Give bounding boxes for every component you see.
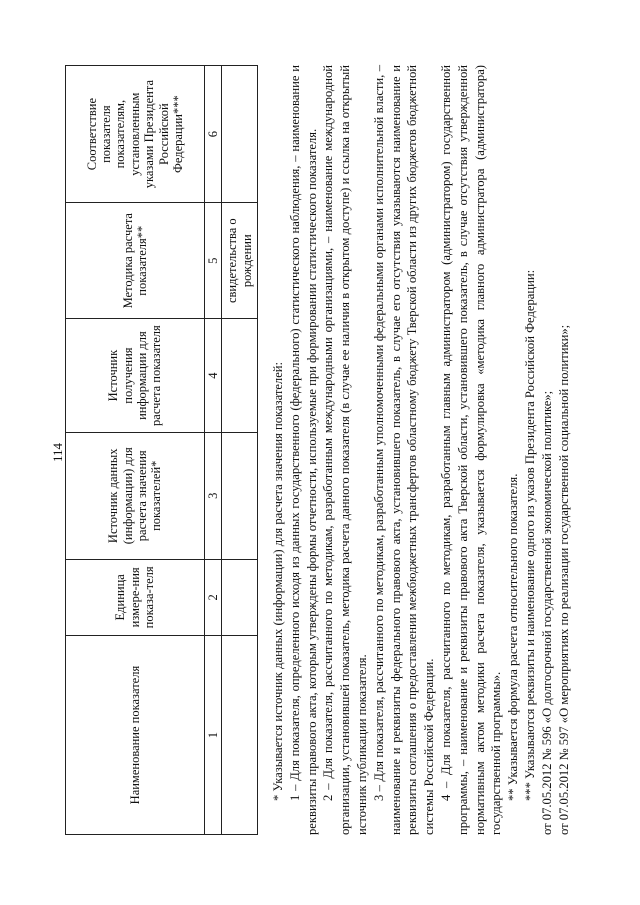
footnote-item-2: 2 – Для показателя, рассчитанного по методикам, разработанным международными организациями, – наименование международной организации, установившей показатель, методика расчета данного показателя (в случае ее наличия в открытом доступе) и ссылка на открытый источник публикации показателя. [321,65,369,835]
column-number-row [205,66,222,835]
table-cell: свидетельства о рождении [222,203,258,319]
column-number: 4 [205,319,222,433]
table-cell [222,559,258,636]
column-number: 5 [205,203,222,319]
header-decree-match: Соответствие показателя показателям, установленным указами Президента Российской Федерации*** [66,66,205,203]
footnote-decrees: *** Указываются реквизиты и наименование одного из указов Президента Российской Федерации: [522,269,537,801]
column-number: 3 [205,432,222,559]
column-number: 6 [205,66,222,203]
footnote-item-4: 4 – Для показателя, рассчитанного по методикам, разработанным главным администратором (администратором) государственной программы, – наименование и реквизиты правового акта Тверской области, установившего показатель, в случае отсутствия утвержденной нормативным актом методики расчета показателя, указывается формулировка «методика главного администратора (администратора) государственной программы». [438,65,504,835]
table-row [222,66,258,835]
footnote-decree-596: от 07.05.2012 № 596 «О долгосрочной государственной экономической политике»; [539,390,554,835]
footnote-item-3: 3 – Для показателя, рассчитанного по методикам, разработанным уполномоченными федеральными органами исполнительной власти, – наименование и реквизиты федерального правового акта, установившего показатель, в случае его отсутствия указываются наименование и реквизиты соглашения о предоставлении межбюджетных трансфертов областному бюджету Тверской области из других бюджетов бюджетной системы Российской Федерации. [371,65,437,835]
column-number: 1 [205,636,222,835]
column-number: 2 [205,559,222,636]
page-number: 114 [50,442,65,463]
header-indicator-name: Наименование показателя [66,636,205,835]
table-cell [222,66,258,203]
footnote-decree-597: от 07.05.2012 № 597 «О мероприятиях по реализации государственной социальной политики»; [556,324,571,835]
footnote-item-1: 1 – Для показателя, определенного исходя из данных государственного (федерального) статистического наблюдения, – наименование и реквизиты правового акта, которым утверждены формы отчетности, используемые при формировании статистического показателя. [287,65,319,835]
footnotes [270,65,572,835]
table-cell [222,319,258,433]
header-data-source: Источник данных (информации) для расчета значения показателей* [66,432,205,559]
footnote-formula: ** Указывается формула расчета относительного показателя. [506,473,521,801]
indicators-table [65,65,258,835]
header-info-source: Источник получения информации для расчета показателя [66,319,205,433]
header-method: Методика расчета показателя** [66,203,205,319]
table-cell [222,432,258,559]
footnote-intro: * Указывается источник данных (информации) для расчета значения показателей: [271,361,285,801]
header-unit: Единица измере-ния показа-теля [66,559,205,636]
table-cell [222,636,258,835]
table-header-row [66,66,205,835]
